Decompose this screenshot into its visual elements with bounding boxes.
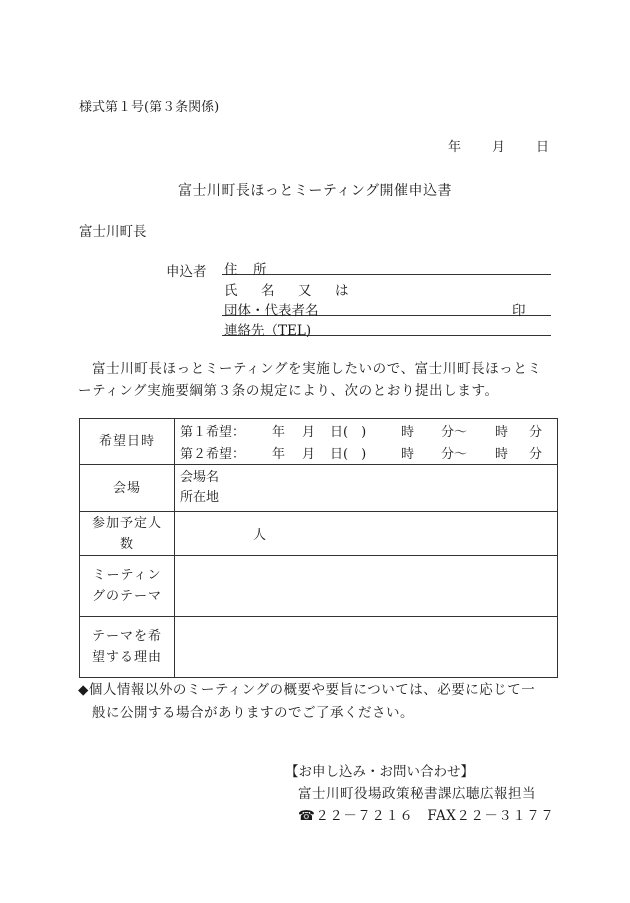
name-label: 氏 名 又 は — [224, 283, 354, 299]
applicant-label: 申込者 — [166, 264, 207, 280]
date-year: 年 — [448, 140, 462, 155]
body-line-2: ーティング実施要綱第３条の規定により、次のとおり提出します。 — [78, 383, 499, 399]
address-label: 住 所 — [224, 262, 268, 278]
privacy-note-line-1: ◆個人情報以外のミーティングの概要や要旨については、必要に応じて一 — [78, 682, 536, 698]
contact-tel-field — [222, 318, 551, 339]
venue-name-label: 会場名 — [180, 470, 220, 485]
document-title: 富士川町長ほっとミーティング開催申込書 — [177, 183, 453, 199]
body-paragraph — [78, 358, 558, 402]
venue-label: 会場 — [80, 465, 175, 512]
contact-phone-fax: ☎２２－７２１６ FAX２２－３１７７ — [298, 808, 555, 824]
theme-cell[interactable] — [175, 556, 558, 617]
reason-label: テーマを希 望する理由 — [80, 617, 175, 678]
privacy-note-line-2: 般に公開する場合がありますのでご了承ください。 — [92, 705, 414, 721]
participants-label: 参加予定人 数 — [80, 512, 175, 556]
venue-cell[interactable] — [175, 465, 558, 512]
org-representative-label: 団体・代表者名 — [224, 303, 319, 319]
privacy-note — [78, 679, 563, 725]
schedule-cell[interactable] — [175, 419, 558, 465]
addressee: 富士川町長 — [79, 224, 147, 240]
venue-location-label: 所在地 — [180, 490, 220, 505]
contact-heading: 【お申し込み・お問い合わせ】 — [285, 764, 474, 780]
date-month: 月 — [492, 140, 506, 155]
address-field — [222, 257, 551, 278]
participants-row — [80, 512, 558, 556]
form-number: 様式第１号(第３条関係) — [79, 100, 220, 115]
reason-row — [80, 617, 558, 678]
contact-tel-label: 連絡先（TEL) — [224, 323, 312, 339]
seal-mark: 印 — [512, 303, 526, 319]
first-preference-line: 第１希望： 年 月 日( ) 時 分～ 時 分 — [180, 425, 543, 440]
schedule-label: 希望日時 — [80, 419, 175, 465]
org-representative-field — [222, 298, 551, 319]
participants-unit: 人 — [253, 528, 267, 543]
date-day: 日 — [536, 140, 550, 155]
theme-row — [80, 556, 558, 617]
contact-department: 富士川町役場政策秘書課広聴広報担当 — [298, 786, 536, 802]
reason-cell[interactable] — [175, 617, 558, 678]
theme-label: ミーティン グのテーマ — [80, 556, 175, 617]
participants-cell[interactable] — [175, 512, 558, 556]
second-preference-line: 第２希望： 年 月 日( ) 時 分～ 時 分 — [180, 447, 543, 462]
schedule-row — [80, 419, 558, 465]
venue-row — [80, 465, 558, 512]
body-line-1: 富士川町長ほっとミーティングを実施したいので、富士川町長ほっとミ — [92, 361, 542, 377]
application-table — [79, 418, 558, 678]
date-field — [448, 136, 550, 154]
